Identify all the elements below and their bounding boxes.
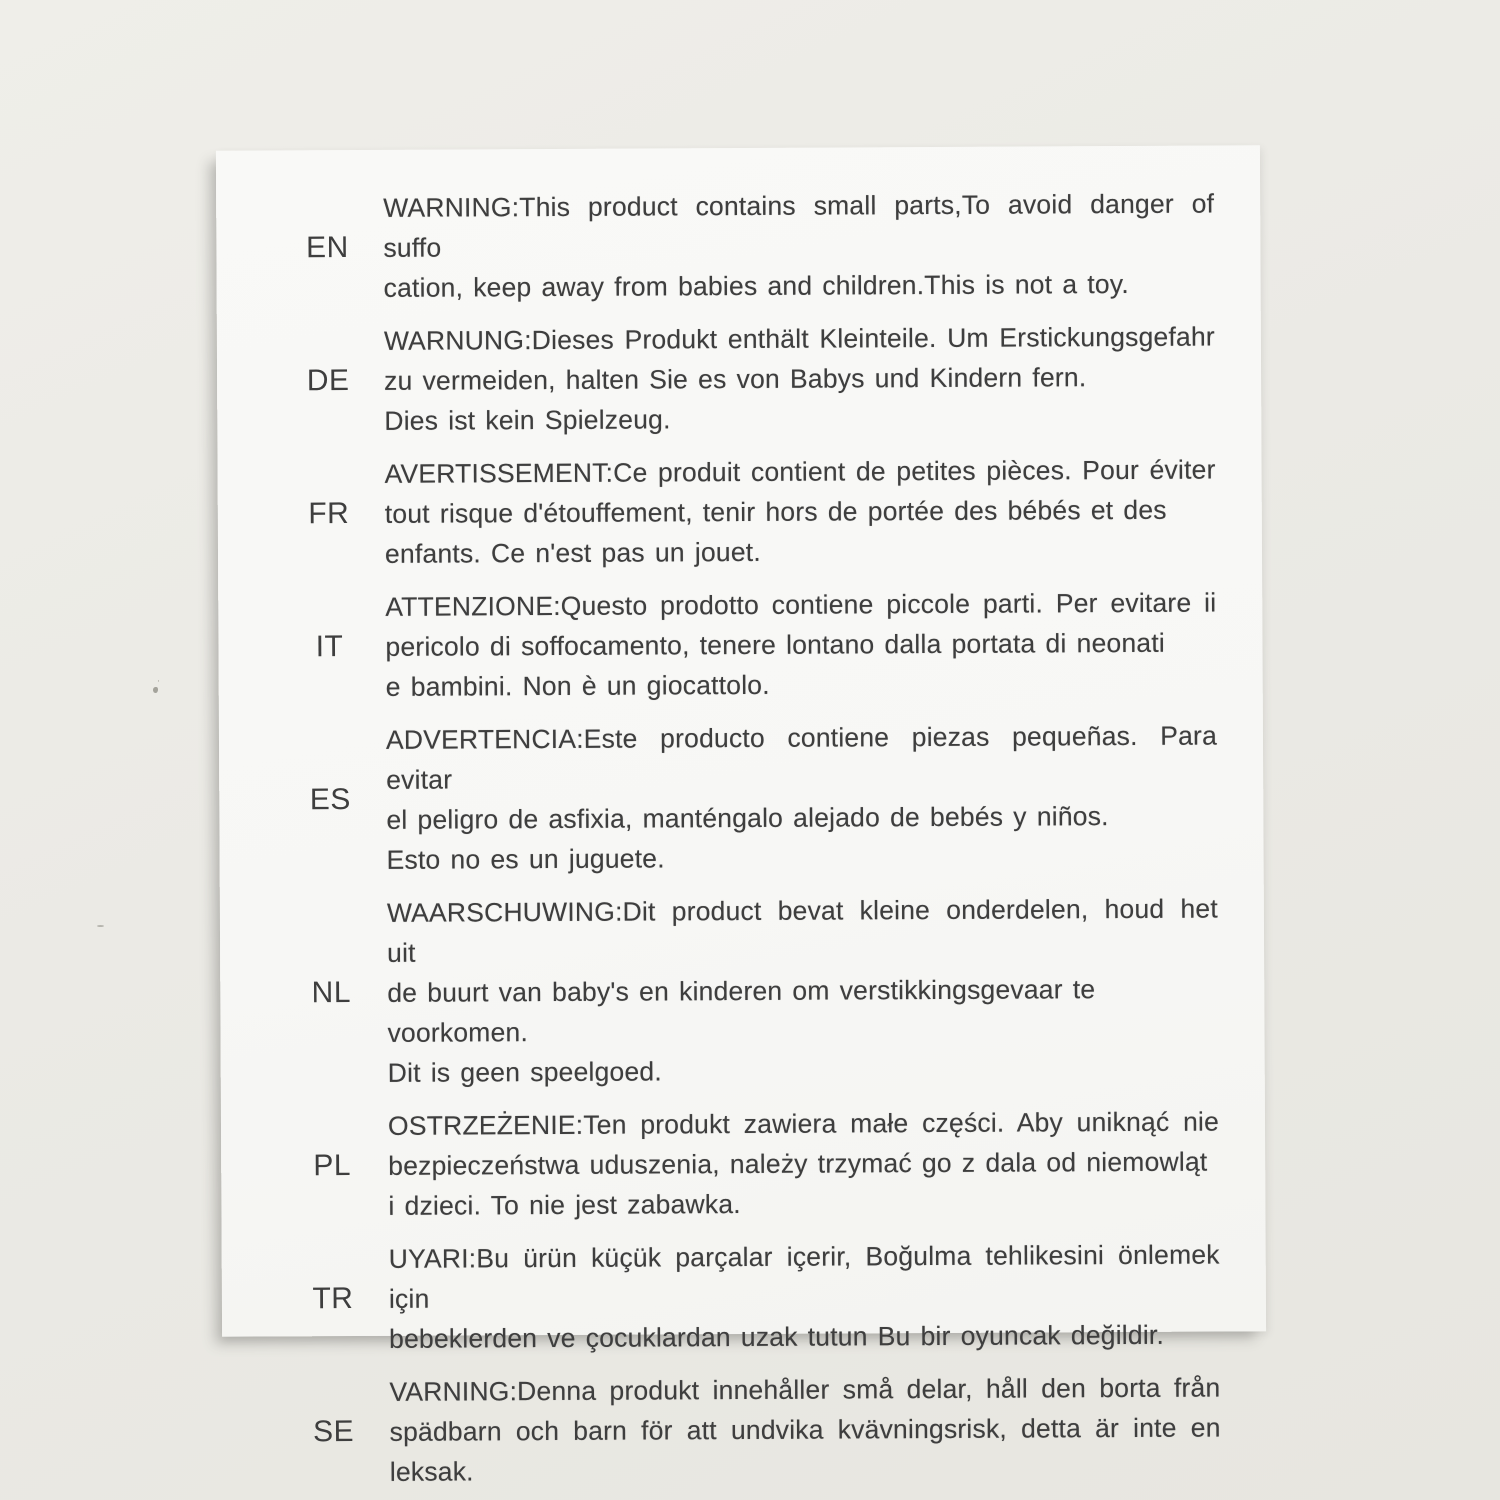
section-text [388, 1101, 1266, 1226]
language-code: TR [312, 1282, 354, 1316]
text-line: Esto no es un juguete. [386, 843, 665, 875]
label-rows [216, 183, 1267, 1492]
text-line: VARNING:Denna produkt innehåller små delar, håll den borta från [389, 1372, 1221, 1407]
text-line: Dit is geen speelgoed. [387, 1056, 662, 1088]
language-code: DE [306, 364, 350, 398]
language-section [218, 582, 1263, 707]
text-line: cation, keep away from babies and children.This is not a toy. [383, 268, 1129, 303]
text-line: de buurt van baby's en kinderen om verstikkingsgevaar te voorkomen. [387, 974, 1096, 1048]
section-text [384, 449, 1262, 574]
text-line: pericolo di soffocamento, tenere lontano dalla portata di neonati [385, 627, 1166, 662]
section-text [387, 888, 1265, 1093]
text-line: bezpieczeństwa uduszenia, należy trzymać go z dala od niemowląt [388, 1146, 1208, 1181]
language-section [220, 888, 1265, 1093]
text-line: ADVERTENCIA:Este producto contiene piezas pequeñas. Para evitar [385, 720, 1218, 795]
text-line: bebeklerden ve çocuklardan uzak tutun Bu bir oyuncak değildir. [389, 1319, 1165, 1354]
text-line: AVERTISSEMENT:Ce produit contient de petites pièces. Pour éviter [384, 454, 1216, 489]
text-line: ATTENZIONE:Questo prodotto contiene piccole parti. Per evitare ii [385, 587, 1217, 622]
text-line: WARNING:This product contains small parts,To avoid danger of suffo [383, 188, 1215, 263]
language-section [219, 715, 1264, 880]
text-line: spädbarn och barn för att undvika kvävningsrisk, detta är inte en [389, 1412, 1221, 1447]
text-line: OSTRZEŻENIE:Ten produkt zawiera małe części. Aby uniknąć nie [387, 1106, 1220, 1141]
warning-label-paper [216, 145, 1266, 1487]
section-text [386, 715, 1264, 880]
section-text [385, 582, 1263, 707]
text-line: leksak. [389, 1456, 474, 1487]
language-code: NL [311, 976, 352, 1010]
section-text [383, 183, 1261, 308]
language-code: EN [305, 231, 349, 265]
language-section [217, 449, 1262, 574]
text-line: WARNUNG:Dieses Produkt enthält Kleinteile. Um Erstickungsgefahr [383, 321, 1215, 356]
text-line: tout risque d'étouffement, tenir hors de portée des bébés et des [384, 494, 1167, 529]
language-section [222, 1234, 1267, 1359]
language-code: FR [308, 497, 350, 531]
text-line: e bambini. Non è un giocattolo. [385, 669, 770, 702]
language-section [216, 183, 1261, 308]
language-code: SE [313, 1415, 355, 1449]
language-code: ES [309, 783, 351, 817]
text-line: WAARSCHUWING:Dit product bevat kleine onderdelen, houd het uit [386, 893, 1218, 968]
language-section [222, 1367, 1267, 1492]
dust-speck [153, 687, 158, 693]
dust-speck [97, 925, 104, 927]
text-line: i dzieci. To nie jest zabawka. [388, 1189, 741, 1221]
section-text [389, 1367, 1267, 1492]
section-text [389, 1234, 1267, 1359]
language-section [217, 316, 1262, 441]
language-code: IT [315, 630, 344, 664]
language-code: PL [313, 1149, 352, 1183]
text-line: zu vermeiden, halten Sie es von Babys und Kindern fern. [384, 362, 1087, 396]
text-line: UYARI:Bu ürün küçük parçalar içerir, Boğulma tehlikesini önlemek için [388, 1239, 1220, 1314]
language-section [221, 1101, 1266, 1226]
text-line: enfants. Ce n'est pas un jouet. [384, 536, 761, 569]
section-text [384, 316, 1262, 441]
text-line: Dies ist kein Spielzeug. [384, 404, 671, 436]
text-line: el peligro de asfixia, manténgalo alejado de bebés y niños. [386, 801, 1109, 835]
